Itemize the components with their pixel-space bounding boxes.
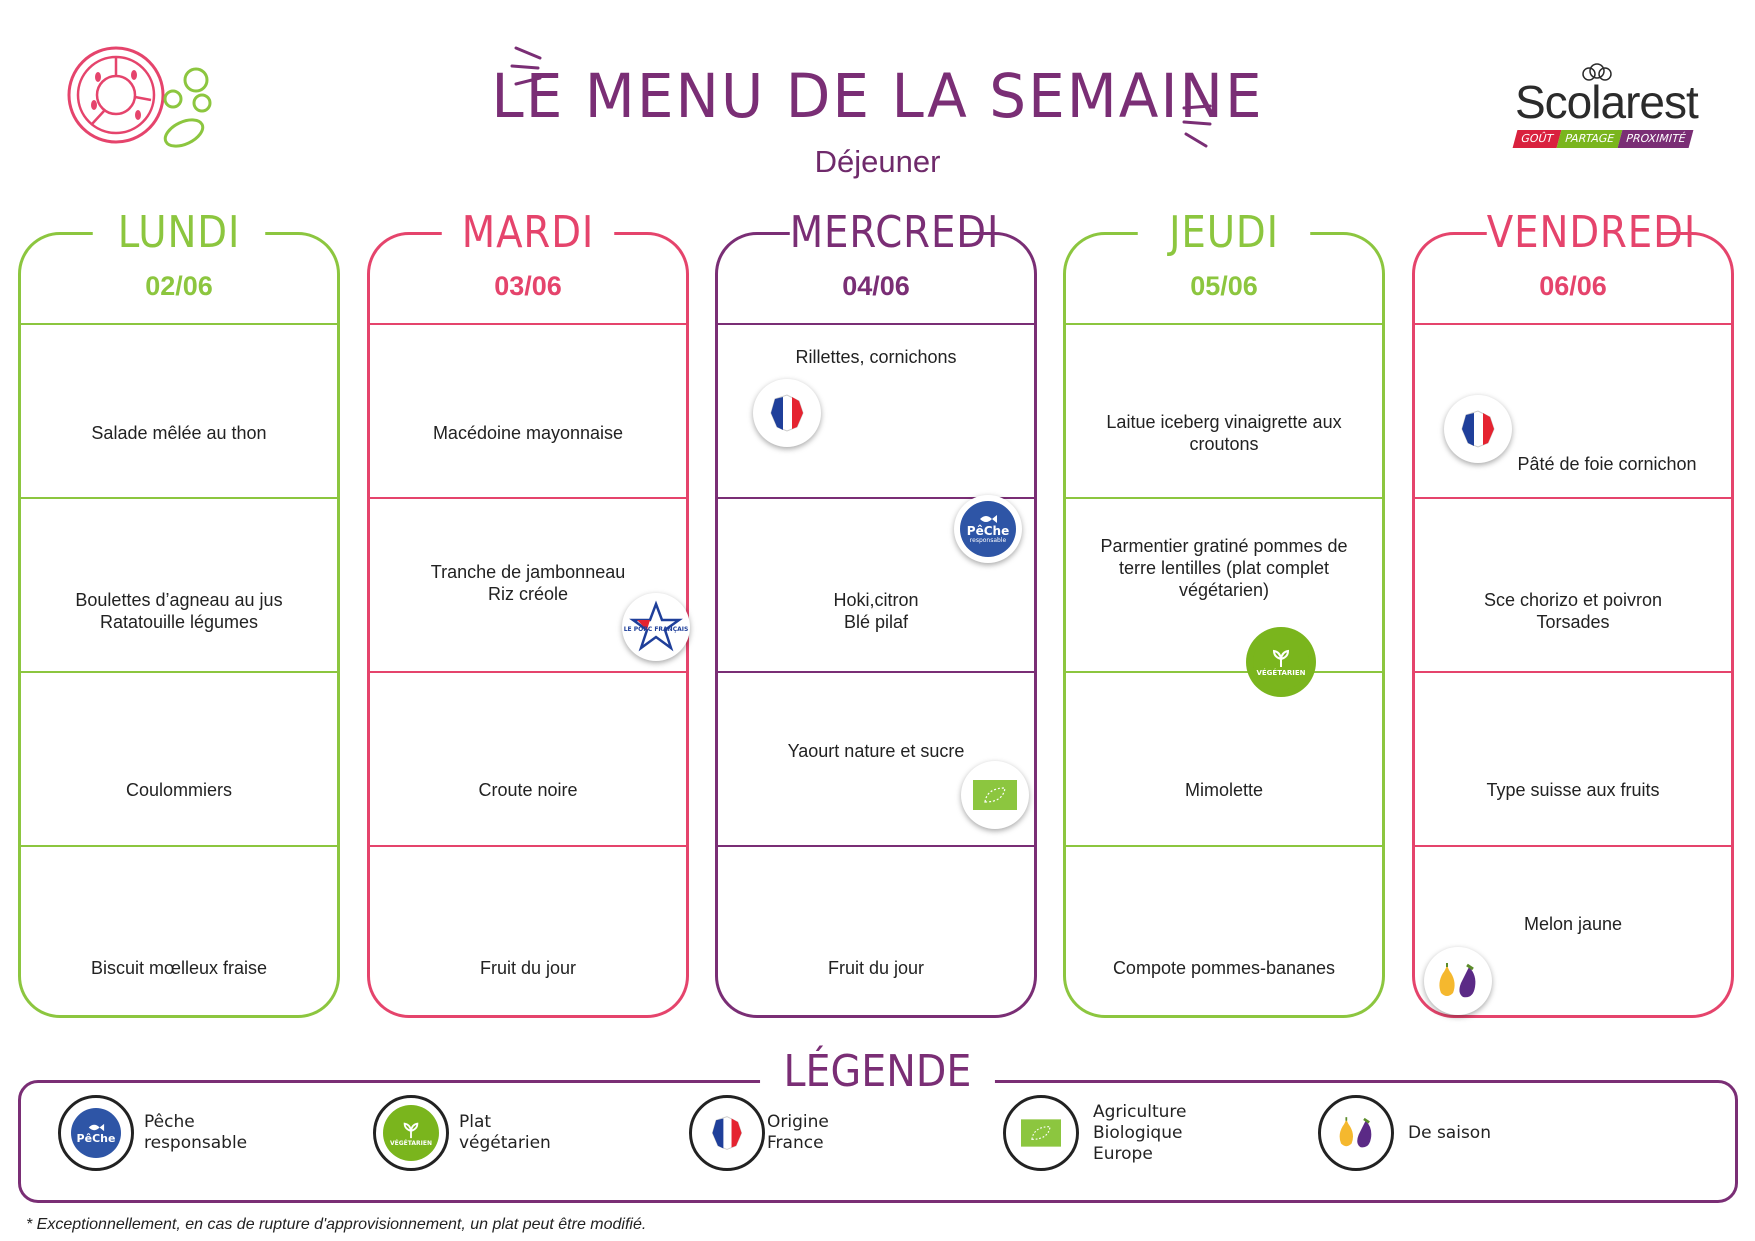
legend-label: Plat végétarien — [459, 1112, 551, 1153]
row-divider — [1066, 497, 1382, 499]
agriculture-biologique-badge — [961, 761, 1029, 829]
eu-organic-leaf-icon — [1021, 1119, 1061, 1147]
legend-icon-ring — [58, 1095, 134, 1171]
row-divider — [370, 323, 686, 325]
menu-starter: Salade mêlée au thon — [91, 423, 267, 443]
row-divider — [718, 845, 1034, 847]
row-divider — [718, 671, 1034, 673]
menu-main: Parmentier gratiné pommes de terre lentilles (plat complet végétarien) — [1100, 536, 1348, 600]
legend-icon-ring — [689, 1095, 765, 1171]
day-date: 02/06 — [145, 271, 213, 301]
row-divider — [1066, 671, 1382, 673]
footnote: * Exceptionnellement, en cas de rupture d'approvisionnement, un plat peut être modifié. — [26, 1216, 647, 1233]
menu-dairy: Croute noire — [478, 780, 578, 800]
day-column-mercredi — [715, 207, 1037, 1018]
row-divider — [21, 497, 337, 499]
legend-item-peche — [58, 1095, 247, 1171]
de-saison-badge — [1424, 947, 1492, 1015]
legend-item-saison — [1318, 1095, 1491, 1171]
row-divider — [370, 845, 686, 847]
peche-responsable-icon — [71, 1108, 121, 1158]
legend-icon-ring — [373, 1095, 449, 1171]
menu-dessert: Biscuit mœlleux fraise — [90, 958, 268, 978]
row-divider — [1066, 323, 1382, 325]
menu-dessert: Fruit du jour — [479, 958, 577, 978]
seasonal-produce-icon — [1433, 961, 1483, 1001]
menu-starter: Laitue iceberg vinaigrette aux croutons — [1106, 412, 1342, 454]
porc-francais-badge — [622, 593, 690, 661]
menu-dessert: Fruit du jour — [827, 958, 925, 978]
vegetarien-icon — [383, 1105, 439, 1161]
day-column-vendredi — [1412, 207, 1734, 1018]
origine-france-badge — [753, 379, 821, 447]
row-divider — [21, 671, 337, 673]
peche-sublabel: responsable — [969, 537, 1007, 544]
legend-icon-ring — [1318, 1095, 1394, 1171]
day-name: LUNDI — [93, 201, 265, 265]
legend-label: Pêche responsable — [144, 1112, 248, 1153]
day-date: 03/06 — [494, 271, 562, 301]
row-divider — [370, 671, 686, 673]
eu-organic-leaf-icon — [973, 780, 1017, 810]
row-divider — [1415, 323, 1731, 325]
row-divider — [370, 497, 686, 499]
page-subtitle: Déjeuner — [814, 144, 941, 179]
logo-tag-proximite: PROXIMITÉ — [1618, 130, 1694, 148]
day-date: 05/06 — [1190, 271, 1258, 301]
logo-tag-gout: GOÛT — [1513, 130, 1562, 148]
day-column-lundi — [18, 207, 340, 1018]
chef-hat-icon — [1577, 64, 1617, 84]
legend-item-vegetarien — [373, 1095, 551, 1171]
legend-title-text: LÉGENDE — [760, 1046, 995, 1097]
menu-main: Sce chorizo et poivron Torsades — [1483, 590, 1663, 632]
menu-main: Tranche de jambonneau Riz créole — [430, 562, 626, 604]
day-name: MARDI — [442, 201, 614, 265]
menu-main: Hoki,citron Blé pilaf — [833, 590, 919, 632]
day-date: 04/06 — [842, 271, 910, 301]
row-divider — [1415, 845, 1731, 847]
vegetarien-label: VÉGÉTARIEN — [1256, 669, 1306, 677]
day-name: VENDREDI — [1487, 201, 1659, 265]
row-divider — [718, 323, 1034, 325]
porc-francais-text: LE PORC FRANÇAIS — [623, 626, 689, 633]
vegetarien-icon — [1253, 634, 1309, 690]
france-map-icon — [707, 1113, 747, 1153]
menu-dairy: Coulommiers — [125, 780, 233, 800]
origine-france-badge — [1444, 395, 1512, 463]
row-divider — [1415, 671, 1731, 673]
menu-dessert: Compote pommes-bananes — [1112, 958, 1336, 978]
legend-label: De saison — [1408, 1122, 1491, 1143]
scolarest-logo — [1515, 78, 1725, 148]
menu-main: Boulettes d’agneau au jus Ratatouille légumes — [75, 590, 283, 632]
peche-responsable-badge — [954, 495, 1022, 563]
france-map-icon — [765, 391, 809, 435]
menu-starter: Rillettes, cornichons — [795, 347, 957, 367]
row-divider — [21, 323, 337, 325]
vegetarien-badge — [1246, 627, 1316, 697]
peche-label: PêChe — [966, 524, 1010, 538]
peche-responsable-icon — [960, 501, 1016, 557]
porc-francais-star-icon — [623, 600, 689, 654]
legend-title — [0, 1046, 1755, 1097]
row-divider — [1066, 845, 1382, 847]
logo-tag-partage: PARTAGE — [1557, 130, 1623, 148]
row-divider — [21, 845, 337, 847]
legend-vegetarien-label: VÉGÉTARIEN — [389, 1139, 432, 1147]
day-column-jeudi — [1063, 207, 1385, 1018]
seasonal-produce-icon — [1334, 1115, 1378, 1151]
menu-starter: Pâté de foie cornichon — [1517, 454, 1697, 474]
legend-peche-label: PêChe — [76, 1132, 116, 1145]
logo-wordmark: Scolarest — [1515, 76, 1698, 128]
day-name: JEUDI — [1138, 201, 1310, 265]
page-title: LE MENU DE LA SEMAINE — [491, 60, 1264, 132]
menu-dairy: Mimolette — [1184, 780, 1264, 800]
menu-dessert: Melon jaune — [1523, 914, 1623, 934]
legend-label: Agriculture Biologique Europe — [1093, 1101, 1187, 1164]
legend-label: Origine France — [767, 1112, 829, 1153]
logo-tagline — [1515, 130, 1725, 148]
legend-item-bio — [1003, 1095, 1187, 1171]
day-name: MERCREDI — [790, 201, 962, 265]
legend-item-origine — [689, 1095, 829, 1171]
day-date: 06/06 — [1539, 271, 1607, 301]
france-map-icon — [1456, 407, 1500, 451]
menu-dairy: Type suisse aux fruits — [1486, 780, 1660, 800]
menu-starter: Macédoine mayonnaise — [432, 423, 624, 443]
row-divider — [1415, 497, 1731, 499]
menu-dairy: Yaourt nature et sucre — [787, 741, 965, 761]
legend-icon-ring — [1003, 1095, 1079, 1171]
